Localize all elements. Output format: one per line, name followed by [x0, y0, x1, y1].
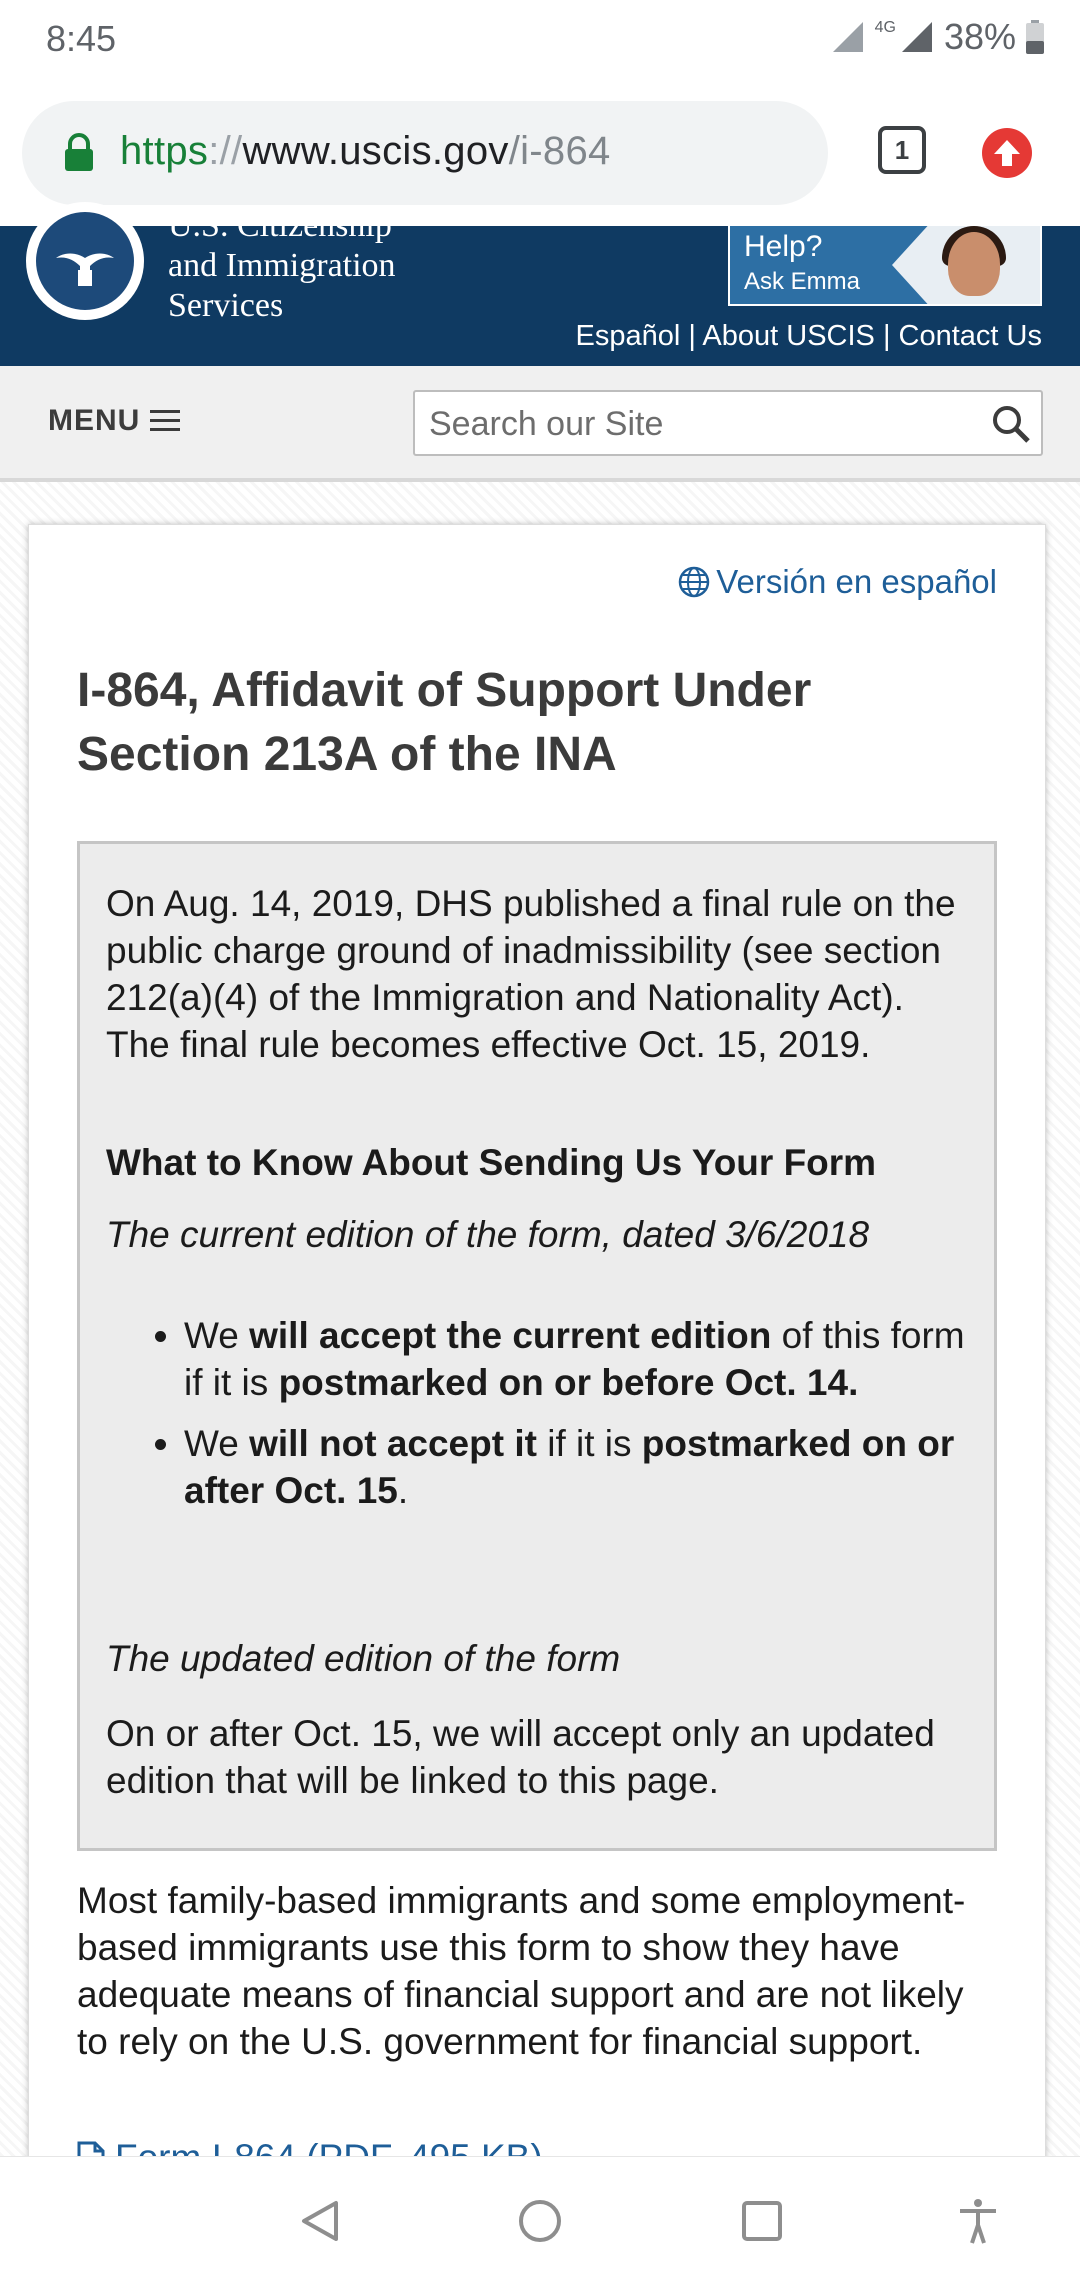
- utility-links: [576, 320, 1042, 353]
- site-header: [0, 207, 1080, 366]
- address-bar[interactable]: [22, 101, 828, 205]
- status-bar: [0, 0, 1080, 82]
- url-separator: ://: [208, 129, 243, 173]
- ask-emma-button[interactable]: [728, 226, 1042, 306]
- accessibility-icon[interactable]: [954, 2197, 1002, 2245]
- spanish-version-label: Versión en español: [716, 563, 997, 600]
- menu-button[interactable]: [48, 404, 180, 438]
- edition-rules-list: [106, 1312, 966, 1528]
- public-charge-alert: [77, 841, 997, 1851]
- content-card: [28, 524, 1046, 2166]
- cell-signal-icon-2: [900, 20, 934, 54]
- browser-toolbar: [0, 82, 1080, 226]
- updated-edition-paragraph: On or after Oct. 15, we will accept only an updated edition that will be linked to this page.: [106, 1713, 935, 1801]
- status-icons: [831, 16, 1044, 58]
- link-separator: |: [874, 320, 899, 352]
- menu-search-bar: [0, 366, 1080, 482]
- status-time: 8:45: [46, 18, 117, 59]
- url-text[interactable]: [120, 129, 611, 174]
- brand-line-1: U.S. Citizenship: [168, 207, 392, 244]
- brand-line-2: and Immigration: [168, 247, 396, 284]
- globe-icon: [678, 566, 710, 598]
- cell-signal-icon: [831, 20, 865, 54]
- tab-switcher-button[interactable]: 1: [878, 126, 926, 174]
- search-placeholder: Search our Site: [429, 405, 664, 443]
- system-nav-bar: [0, 2156, 1080, 2281]
- updated-edition-note: The updated edition of the form: [106, 1638, 621, 1679]
- menu-label: MENU: [48, 404, 141, 437]
- link-separator: |: [680, 320, 703, 352]
- home-icon[interactable]: [516, 2197, 564, 2245]
- eagle-icon: [36, 212, 134, 310]
- link-about-uscis[interactable]: About USCIS: [702, 320, 875, 352]
- dhs-seal-logo[interactable]: [26, 202, 144, 320]
- current-edition-note: The current edition of the form, dated 3/6/2018: [106, 1214, 870, 1255]
- link-contact-us[interactable]: Contact Us: [898, 320, 1042, 352]
- list-item: • We will accept the current edition of this form if it is postmarked on or before Oct. 14.: [184, 1312, 966, 1406]
- intro-paragraph: Most family-based immigrants and some employment-based immigrants use this form to show they have adequate means of financial support and are not likely to rely on the U.S. government for financial support.: [77, 1880, 966, 2062]
- hamburger-icon: [150, 408, 180, 434]
- search-icon[interactable]: [991, 404, 1031, 444]
- back-icon[interactable]: [296, 2197, 344, 2245]
- network-type-label: 4G: [874, 19, 896, 36]
- chrome-update-button[interactable]: [982, 128, 1032, 178]
- help-title: Help?: [744, 230, 823, 263]
- url-host: www.uscis.gov: [242, 129, 509, 173]
- battery-icon: [1026, 20, 1044, 54]
- page-title: I-864, Affidavit of Support Under Section 213A of the INA: [77, 664, 812, 781]
- alert-heading: What to Know About Sending Us Your Form: [106, 1142, 877, 1183]
- brand-line-3: Services: [168, 287, 284, 324]
- url-scheme: https: [120, 129, 209, 173]
- emma-avatar: [892, 226, 1040, 304]
- link-espanol[interactable]: Español: [575, 320, 681, 352]
- agency-name[interactable]: [168, 206, 396, 326]
- lock-icon: [62, 133, 96, 173]
- battery-percent: 38%: [943, 16, 1016, 57]
- spanish-version-link[interactable]: [678, 563, 997, 601]
- list-item: • We will not accept it if it is postmarked on or after Oct. 15.: [184, 1420, 966, 1514]
- arrow-up-icon: [982, 128, 1032, 178]
- help-subtitle: Ask Emma: [744, 268, 861, 295]
- url-path: /i-864: [508, 129, 611, 173]
- alert-paragraph: On Aug. 14, 2019, DHS published a final rule on the public charge ground of inadmissibility (see section 212(a)(4) of the Immigration and Nationality Act). The final rule becomes effective Oct. 15, 2019.: [106, 883, 956, 1065]
- search-input[interactable]: [413, 390, 1043, 456]
- recents-icon[interactable]: [738, 2197, 786, 2245]
